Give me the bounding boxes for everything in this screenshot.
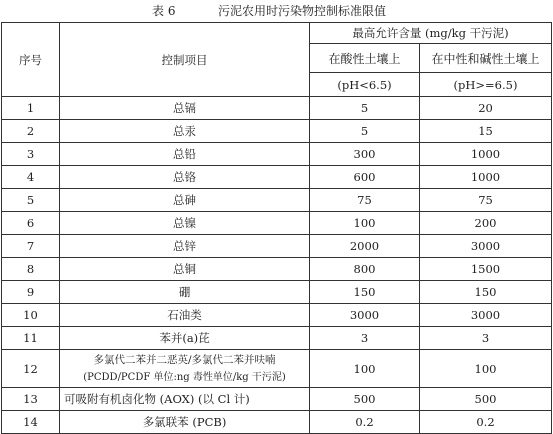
table-row [2, 120, 552, 143]
row-item: 石油类 [60, 304, 310, 327]
row-neutral-limit: 100 [420, 350, 552, 388]
row-acid-limit: 600 [310, 166, 420, 189]
header-limit-group: 最高允许含量 (mg/kg 干污泥) [310, 23, 552, 44]
row-neutral-limit: 500 [420, 388, 552, 411]
row-item: 多氯联苯 (PCB) [60, 411, 310, 434]
table-row [2, 304, 552, 327]
caption-number: 表 6 [152, 4, 176, 18]
table-row [2, 235, 552, 258]
table-row [2, 212, 552, 235]
table-row [2, 189, 552, 212]
row-item: 苯并(a)芘 [60, 327, 310, 350]
row-acid-limit: 100 [310, 350, 420, 388]
table-row [2, 388, 552, 411]
row-neutral-limit: 1000 [420, 166, 552, 189]
row-item: 总铬 [60, 166, 310, 189]
row-neutral-limit: 15 [420, 120, 552, 143]
row-number: 11 [2, 327, 60, 350]
table-row [2, 281, 552, 304]
row-number: 3 [2, 143, 60, 166]
row-item: 可吸附有机卤化物 (AOX) (以 Cl 计) [60, 388, 310, 411]
row-acid-limit: 150 [310, 281, 420, 304]
row-acid-limit: 5 [310, 120, 420, 143]
row-item: 总汞 [60, 120, 310, 143]
row-acid-limit: 3000 [310, 304, 420, 327]
header-neutral-ph: (pH>=6.5) [420, 73, 552, 97]
table-row [2, 258, 552, 281]
row-number: 2 [2, 120, 60, 143]
header-serial-number: 序号 [2, 23, 60, 97]
row-item: 总镍 [60, 212, 310, 235]
row-number: 12 [2, 350, 60, 388]
row-number: 5 [2, 189, 60, 212]
row-item: 总锌 [60, 235, 310, 258]
header-control-item: 控制项目 [60, 23, 310, 97]
row-number: 8 [2, 258, 60, 281]
row-neutral-limit: 3000 [420, 304, 552, 327]
row-acid-limit: 100 [310, 212, 420, 235]
row-number: 6 [2, 212, 60, 235]
table-caption [0, 0, 553, 22]
row-neutral-limit: 3000 [420, 235, 552, 258]
row-number: 13 [2, 388, 60, 411]
row-number: 14 [2, 411, 60, 434]
row-acid-limit: 0.2 [310, 411, 420, 434]
header-acid-soil: 在酸性土壤上 [310, 44, 420, 73]
row-number: 10 [2, 304, 60, 327]
row-item: 硼 [60, 281, 310, 304]
row-acid-limit: 3 [310, 327, 420, 350]
row-neutral-limit: 3 [420, 327, 552, 350]
table-row [2, 97, 552, 120]
row-item: 总铜 [60, 258, 310, 281]
row-number: 7 [2, 235, 60, 258]
pollutant-limits-table [1, 22, 552, 434]
header-acid-ph: (pH<6.5) [310, 73, 420, 97]
row-neutral-limit: 75 [420, 189, 552, 212]
table-row [2, 411, 552, 434]
row-number: 4 [2, 166, 60, 189]
row-acid-limit: 800 [310, 258, 420, 281]
row-acid-limit: 300 [310, 143, 420, 166]
row-item-note: (PCDD/PCDF 单位:ng 毒性单位/kg 干污泥) [83, 371, 286, 383]
row-item-name: 多氯代二苯并二恶英/多氯代二苯并呋喃 [93, 353, 276, 366]
row-acid-limit: 5 [310, 97, 420, 120]
row-number: 1 [2, 97, 60, 120]
caption-title: 污泥农用时污染物控制标准限值 [218, 4, 387, 18]
table-row [2, 327, 552, 350]
table-row [2, 166, 552, 189]
row-acid-limit: 500 [310, 388, 420, 411]
row-item: 总镉 [60, 97, 310, 120]
table-row [2, 143, 552, 166]
row-neutral-limit: 1000 [420, 143, 552, 166]
row-item: 总砷 [60, 189, 310, 212]
row-item: 总铅 [60, 143, 310, 166]
table-row [2, 350, 552, 388]
row-neutral-limit: 20 [420, 97, 552, 120]
row-number: 9 [2, 281, 60, 304]
row-neutral-limit: 150 [420, 281, 552, 304]
row-acid-limit: 75 [310, 189, 420, 212]
header-neutral-soil: 在中性和碱性土壤上 [420, 44, 552, 73]
row-item [60, 350, 310, 388]
row-neutral-limit: 1500 [420, 258, 552, 281]
row-acid-limit: 2000 [310, 235, 420, 258]
row-neutral-limit: 200 [420, 212, 552, 235]
row-neutral-limit: 0.2 [420, 411, 552, 434]
